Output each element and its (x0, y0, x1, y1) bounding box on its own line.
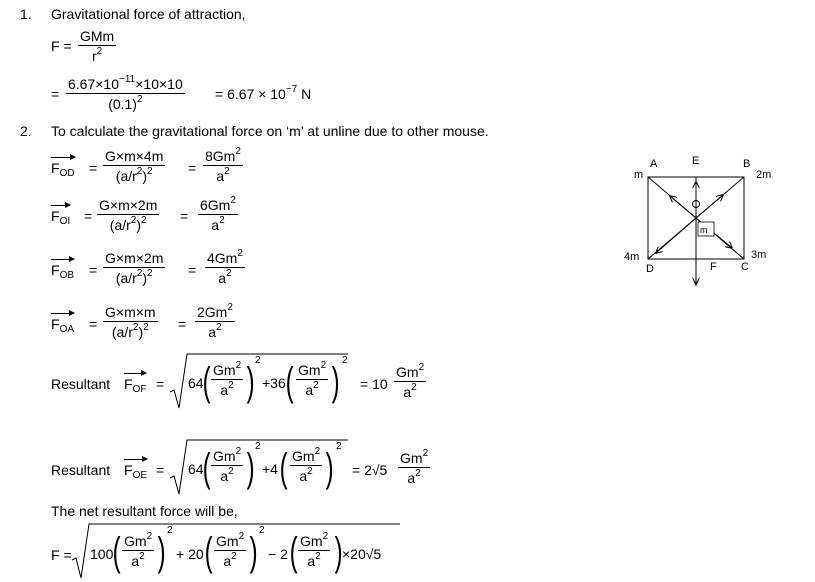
force-od-label: $F_{OD}$ (51, 160, 75, 179)
force-oi-label: $F_{OI}$ (51, 208, 70, 227)
force-ob-fraction: $\frac{G\times m\times 2m}{(a/r^2)^2}$ (105, 250, 164, 286)
resultant-of-label: $F_{OF}$ (124, 376, 146, 395)
force-ob-label: $F_{OB}$ (51, 262, 74, 281)
force-oa-fraction: $\frac{G\times m\times m}{(a/r^2)^2}$ (105, 304, 156, 340)
label-m-top: m (634, 169, 644, 181)
label-F: F (710, 261, 717, 273)
resultant-oe-label: $F_{OE}$ (124, 462, 147, 481)
force-od-result: $\frac{8Gm^2}{a^2}$ (205, 146, 241, 184)
resultant-of-result: = 10 (360, 376, 388, 392)
resultant-of-prefix: Resultant (51, 376, 111, 392)
arrow-od (656, 218, 696, 253)
resultant-oe-result: = 2√5 (352, 462, 388, 478)
force-oa-result: $\frac{2Gm^2}{a^2}$ (197, 302, 233, 340)
item-2-heading: To calculate the gravitational force on ‘m’ at unline due to other mouse. (51, 123, 489, 139)
net-lhs: F = (51, 547, 72, 563)
force-lhs: F = (51, 38, 72, 54)
newton-numerator: GMm (80, 28, 115, 44)
calc-denominator: (0.1) (108, 96, 137, 112)
label-2m: 2m (756, 169, 772, 181)
arrow-ob (696, 195, 723, 218)
item-2-number: 2. (20, 123, 32, 139)
calc-numerator-b: ×10×10 (135, 76, 183, 92)
arrow-oa (670, 196, 696, 218)
label-C: C (741, 261, 749, 273)
force-oa-label: $F_{OA}$ (51, 316, 74, 335)
force-oi-fraction: $\frac{G\times m\times 2m}{(a/r^2)^2}$ (99, 197, 158, 233)
label-E: E (692, 155, 700, 167)
force-od-fraction: $\frac{G\times m\times 4m}{(a/r^2)^2}$ (105, 148, 164, 184)
label-m-center: m (700, 225, 708, 235)
force-oi-result: $\frac{6Gm^2}{a^2}$ (200, 195, 236, 233)
newton-denominator: r (91, 48, 97, 64)
calc-result: = $6.67 \times 10^{-7}$ N (215, 84, 312, 102)
item-1-number: 1. (20, 6, 32, 22)
label-3m: 3m (751, 249, 767, 261)
force-ob-result: $\frac{4Gm^2}{a^2}$ (207, 248, 243, 286)
net-tail: ×20√5 (342, 546, 382, 562)
calc-numerator-a: 6.67×10 (68, 76, 119, 92)
net-resultant-text: The net resultant force will be, (51, 503, 238, 519)
mass-square-diagram (620, 150, 780, 290)
calc-equals: = (51, 86, 60, 102)
newton-fraction: GMm $r^2$ (80, 28, 115, 64)
label-A: A (650, 158, 658, 170)
resultant-oe-prefix: Resultant (51, 462, 111, 478)
label-4m: 4m (624, 251, 640, 263)
label-D: D (646, 263, 654, 275)
calc-fraction: $\frac{6.67\times 10^{-11}\times 10\times 10}{(0.1)^2}$ (68, 74, 183, 112)
item-1-heading: Gravitational force of attraction, (51, 6, 246, 22)
label-B: B (743, 158, 751, 170)
